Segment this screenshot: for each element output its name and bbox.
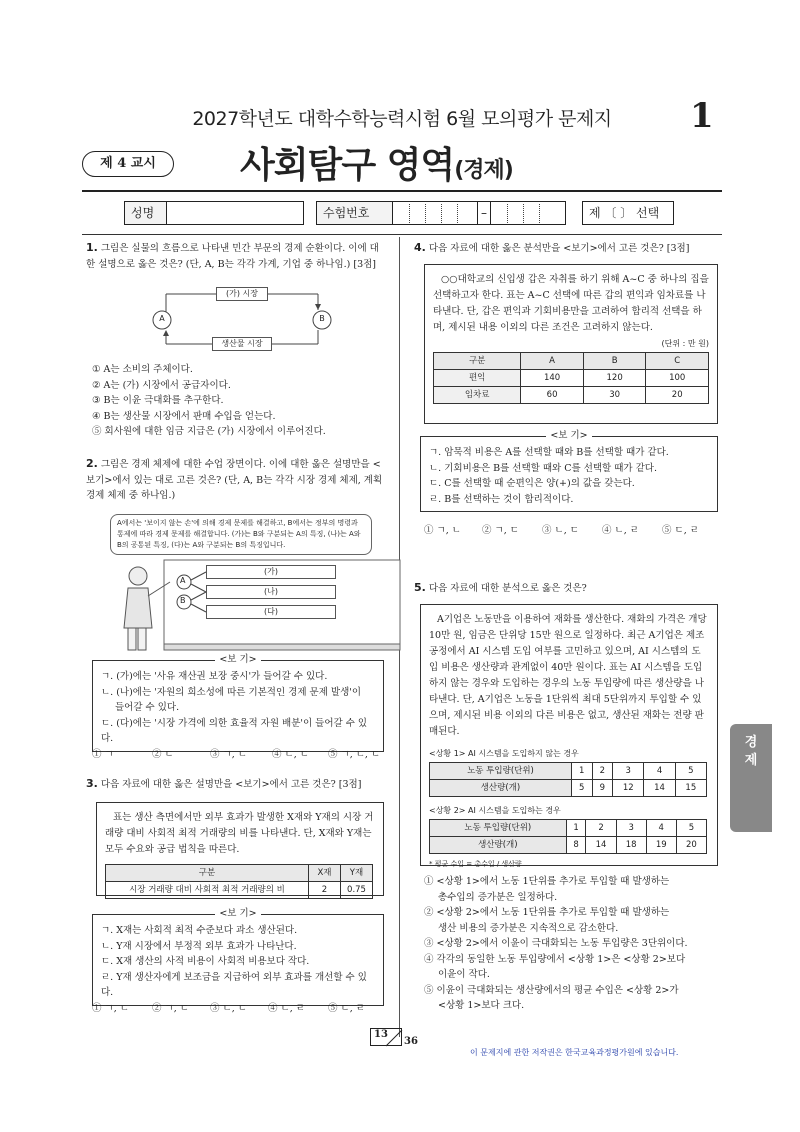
output-cell: 9	[592, 780, 613, 797]
question-1-number: 1.	[86, 241, 98, 254]
q5-choice-4[interactable]: ④ 각각의 동일한 노동 투입량에서 <상황 1>은 <상황 2>보다	[424, 953, 686, 965]
exam-number-label: 수험번호	[317, 202, 393, 224]
labor-cell: 3	[613, 763, 644, 780]
node-a-label: A	[159, 314, 165, 323]
q3-td-1: 2	[309, 882, 341, 899]
footer-page-number: 13	[370, 1028, 402, 1046]
feature-box-na: (나)	[206, 585, 336, 599]
q2-answer-4[interactable]: ④ ㄴ, ㄷ	[272, 749, 309, 760]
q4-bogi-2: ㄴ. 기회비용은 B를 선택할 때와 C를 선택할 때가 같다.	[429, 462, 657, 474]
q4-data-box	[424, 264, 718, 424]
q4-answer-5[interactable]: ⑤ ㄷ, ㄹ	[662, 525, 699, 536]
q3-th-2: Y재	[341, 865, 373, 882]
q5-case1-title: <상황 1> AI 시스템을 도입하지 않는 경우	[429, 749, 579, 758]
output-row-label: 생산량(개)	[430, 837, 567, 854]
question-3	[86, 776, 386, 793]
q5-data-text: A기업은 노동만을 이용하여 재화를 생산한다. 재화의 가격은 개당 10만 원, 임금은 단위당 15만 원으로 일정하다. 최근 A기업은 제조 공정에서 AI 시스템 도입 여부를 고민하고 있으며, AI 시스템의 도입 비용은 생산량과 관계없이 40만 원이다. 표는 AI 시스템을 도입하지 않는 경우와 도입하는 경우의 노동 투입량에 따른 생산량을 나타낸다. 단, A기업은 노동을 1단위씩 최대 5단위까지 투입할 수 있으며, 제시된 비용 이외의 다른 비용은 없고, 생산된 재화는 전량 판매된다.	[429, 614, 707, 737]
q2-answer-1[interactable]: ① ㄱ	[92, 749, 114, 760]
q3-bogi-1: ㄱ. X재는 사회적 최적 수준보다 과소 생산된다.	[101, 925, 298, 936]
choice-field[interactable]	[582, 201, 674, 225]
q4-bogi-4: ㄹ. B를 선택하는 것이 합리적이다.	[429, 493, 574, 505]
q4-r1-c0: 편익	[434, 370, 521, 387]
labor-cell: 3	[616, 820, 646, 837]
question-1	[86, 240, 386, 272]
output-row-label: 생산량(개)	[430, 780, 572, 797]
subject-side-tab	[730, 724, 772, 832]
q3-th-1: X재	[309, 865, 341, 882]
q4-bogi-title: <보 기>	[546, 430, 591, 441]
q4-r1-c3: 100	[646, 370, 709, 387]
q2-bogi-box	[92, 654, 384, 752]
question-2-number: 2.	[86, 457, 98, 470]
product-market-box: 생산물 시장	[212, 337, 272, 351]
labor-row-label: 노동 투입량(단위)	[430, 820, 567, 837]
side-tab-char-2: 제	[744, 753, 758, 768]
output-cell: 18	[616, 837, 646, 854]
labor-row-label: 노동 투입량(단위)	[430, 763, 572, 780]
q5-choice-4b[interactable]: 이윤이 작다.	[438, 969, 490, 980]
output-cell: 20	[676, 837, 706, 854]
question-3-number: 3.	[86, 777, 98, 790]
q1-choice-1[interactable]: ① A는 소비의 주체이다.	[92, 364, 193, 375]
q2-node-b: B	[180, 596, 186, 605]
q1-choice-2[interactable]: ② A는 (가) 시장에서 공급자이다.	[92, 379, 231, 391]
question-2-text: 그림은 경제 체제에 대한 수업 장면이다. 이에 대한 옳은 설명만을 <보기>에서 있는 대로 고른 것은? (단, A, B는 각각 시장 경제 체제, 계획 경제 체제 중 하나임.)	[86, 459, 383, 501]
q3-answer-3[interactable]: ③ ㄴ, ㄷ	[210, 1003, 247, 1014]
question-4-text: 다음 자료에 대한 옳은 분석만을 <보기>에서 고른 것은? [3점]	[428, 243, 690, 254]
q3-bogi-title: <보 기>	[215, 908, 260, 919]
q3-answer-2[interactable]: ② ㄱ, ㄷ	[152, 1003, 189, 1014]
q3-bogi-4: ㄹ. Y재 생산자에게 보조금을 지급하여 외부 효과를 개선할 수 있다.	[101, 971, 367, 998]
section-rule	[82, 234, 722, 235]
question-5-text: 다음 자료에 대한 분석으로 옳은 것은?	[428, 583, 587, 594]
copyright-notice: 이 문제지에 관한 저작권은 한국교육과정평가원에 있습니다.	[470, 1048, 679, 1057]
q2-node-a: A	[180, 576, 186, 585]
q4-data-text: ○○대학교의 신입생 갑은 자취를 하기 위해 A~C 중 하나의 집을 선택하고자 한다. 표는 A~C 선택에 따른 갑의 편익과 임차료를 나타낸다. 단, 갑은 편익과 기회비용만을 고려하여 합리적 선택을 하며, 제시된 내용 이외의 다른 조건은 고려하지 않는다.	[433, 274, 709, 333]
q3-answer-4[interactable]: ④ ㄴ, ㄹ	[268, 1003, 305, 1014]
q5-case2-title: <상황 2> AI 시스템을 도입하는 경우	[429, 806, 561, 815]
q4-answer-4[interactable]: ④ ㄴ, ㄹ	[602, 525, 639, 536]
q3-th-0: 구분	[106, 865, 309, 882]
output-cell: 12	[613, 780, 644, 797]
q4-r2-c2: 30	[583, 387, 646, 404]
labor-cell: 2	[592, 763, 613, 780]
question-2	[86, 456, 386, 504]
q5-choice-3[interactable]: ③ <상황 2>에서 이윤이 극대화되는 노동 투입량은 3단위이다.	[424, 938, 688, 949]
q1-choice-4[interactable]: ④ B는 생산물 시장에서 판매 수입을 얻는다.	[92, 410, 276, 422]
q2-bogi-title: <보 기>	[215, 654, 260, 665]
q4-th-1: A	[521, 353, 584, 370]
question-1-text: 그림은 실물의 흐름으로 나타낸 민간 부문의 경제 순환이다. 이에 대한 설명으로 옳은 것은? (단, A, B는 각각 가계, 기업 중 하나임.) [3점]	[86, 243, 379, 270]
q5-choice-1b[interactable]: 총수입의 증가분은 일정하다.	[438, 891, 558, 903]
q2-bogi-2b: 들어갈 수 있다.	[115, 702, 180, 713]
teacher-speech-bubble: A에서는 '보이지 않는 손'에 의해 경제 문제를 해결하고, B에서는 정부의 명령과 통제에 따라 경제 문제를 해결합니다. (가)는 B와 구분되는 A의 특징, (나)는 A와 B의 공통된 특징, (다)는 A와 구분되는 B의 특징입니다.	[110, 514, 372, 555]
question-5-number: 5.	[414, 581, 426, 594]
q4-bogi-3: ㄷ. C를 선택할 때 순편익은 양(+)의 값을 갖는다.	[429, 478, 635, 489]
q5-note: * 평균 수입 = 총수입 / 생산량	[429, 860, 522, 868]
q4-answer-3[interactable]: ③ ㄴ, ㄷ	[542, 525, 579, 536]
choice-label: 제 〔 〕 선택	[589, 206, 660, 220]
feature-box-ga: (가)	[206, 565, 336, 579]
q3-answer-1[interactable]: ① ㄱ, ㄴ	[92, 1003, 129, 1014]
output-cell: 14	[644, 780, 675, 797]
session-badge: 제 4 교시	[82, 151, 174, 177]
output-cell: 5	[571, 780, 592, 797]
labor-cell: 4	[644, 763, 675, 780]
page-slash	[384, 1028, 404, 1048]
q4-bogi-1: ㄱ. 암묵적 비용은 A를 선택할 때와 B를 선택할 때가 같다.	[429, 447, 669, 458]
question-5	[414, 580, 724, 597]
exam-number-dash: –	[477, 202, 491, 224]
q4-answer-1[interactable]: ① ㄱ, ㄴ	[424, 525, 461, 536]
feature-box-da: (다)	[206, 605, 336, 619]
name-field[interactable]	[124, 201, 304, 225]
q4-r1-c1: 140	[521, 370, 584, 387]
output-cell: 19	[646, 837, 676, 854]
q5-choice-2[interactable]: ② <상황 2>에서 노동 1단위를 추가로 투입할 때 발생하는	[424, 907, 670, 918]
question-4	[414, 240, 724, 257]
q4-unit: (단위 : 만 원)	[661, 339, 709, 348]
q5-choice-1[interactable]: ① <상황 1>에서 노동 1단위를 추가로 투입할 때 발생하는	[424, 876, 670, 887]
q3-table	[105, 864, 373, 899]
exam-number-field[interactable]	[316, 201, 566, 225]
q4-th-0: 구분	[434, 353, 521, 370]
question-5-choices	[424, 874, 720, 1014]
q4-table	[433, 352, 709, 404]
footer-total-pages: 36	[404, 1036, 418, 1047]
question-4-number: 4.	[414, 241, 426, 254]
q4-th-3: C	[646, 353, 709, 370]
output-cell: 15	[675, 780, 706, 797]
q2-bogi-3: ㄷ. (다)에는 '시장 가격에 의한 효율적 자원 배분'이 들어갈 수 있다.	[101, 717, 368, 744]
exam-title: 2027학년도 대학수학능력시험 6월 모의평가 문제지	[192, 108, 612, 130]
side-tab-char-1: 경	[744, 735, 758, 750]
name-label: 성명	[125, 202, 167, 224]
labor-cell: 1	[571, 763, 592, 780]
q3-bogi-2: ㄴ. Y재 시장에서 부정적 외부 효과가 나타난다.	[101, 940, 297, 952]
q4-r2-c0: 임차료	[434, 387, 521, 404]
q4-th-2: B	[583, 353, 646, 370]
q5-choice-5b[interactable]: <상황 1>보다 크다.	[438, 1000, 525, 1011]
q5-choice-2b[interactable]: 생산 비용의 증가분은 지속적으로 감소한다.	[438, 922, 619, 934]
labor-cell: 1	[566, 820, 586, 837]
subject-title	[240, 137, 513, 188]
q5-choice-5[interactable]: ⑤ 이윤이 극대화되는 생산량에서의 평균 수입은 <상황 2>가	[424, 984, 679, 996]
q4-bogi-box	[420, 430, 718, 512]
q1-choice-5[interactable]: ⑤ 회사원에 대한 임금 지급은 (가) 시장에서 이루어진다.	[92, 426, 326, 437]
node-b-label: B	[319, 314, 325, 323]
page-number: 1	[690, 96, 714, 136]
q4-r2-c3: 20	[646, 387, 709, 404]
q2-bogi-2: ㄴ. (나)에는 '자원의 희소성에 따른 기본적인 경제 문제 발생'이	[101, 686, 362, 698]
q3-td-2: 0.75	[341, 882, 373, 899]
labor-cell: 5	[676, 820, 706, 837]
q3-data-box	[96, 802, 384, 896]
q3-bogi-box	[92, 908, 384, 1006]
q2-answer-2[interactable]: ② ㄷ	[152, 749, 174, 760]
q4-r1-c2: 120	[583, 370, 646, 387]
labor-cell: 5	[675, 763, 706, 780]
header-rule	[82, 190, 722, 192]
q5-table-2	[429, 819, 707, 854]
subject-sub: (경제)	[454, 158, 513, 183]
q3-td-0: 시장 거래량 대비 사회적 최적 거래량의 비	[106, 882, 309, 899]
q4-r2-c1: 60	[521, 387, 584, 404]
question-1-choices	[92, 362, 392, 440]
q2-answer-3[interactable]: ③ ㄱ, ㄴ	[210, 749, 247, 760]
output-cell: 14	[586, 837, 616, 854]
q5-table-1	[429, 762, 707, 797]
question-3-text: 다음 자료에 대한 옳은 설명만을 <보기>에서 고른 것은? [3점]	[100, 779, 362, 790]
q3-answer-5[interactable]: ⑤ ㄷ, ㄹ	[328, 1003, 365, 1014]
q1-choice-3[interactable]: ③ B는 이윤 극대화를 추구한다.	[92, 395, 224, 406]
q4-answer-2[interactable]: ② ㄱ, ㄷ	[482, 525, 519, 536]
q2-bogi-1: ㄱ. (가)에는 '사유 재산권 보장 중시'가 들어갈 수 있다.	[101, 671, 328, 682]
q3-bogi-3: ㄷ. X재 생산의 사적 비용이 사회적 비용보다 작다.	[101, 956, 310, 967]
market-ga-box: (가) 시장	[216, 287, 268, 301]
labor-cell: 2	[586, 820, 616, 837]
labor-cell: 4	[646, 820, 676, 837]
output-cell: 8	[566, 837, 586, 854]
subject-main: 사회탐구 영역	[240, 145, 455, 186]
q5-data-box	[420, 604, 718, 866]
q3-data-text: 표는 생산 측면에서만 외부 효과가 발생한 X재와 Y재의 시장 거래량 대비 사회적 최적 거래량의 비를 나타낸다. 단, X재와 Y재는 모두 수요와 공급 법칙을 따른다.	[105, 812, 374, 855]
q2-answer-5[interactable]: ⑤ ㄱ, ㄴ, ㄷ	[328, 749, 381, 760]
